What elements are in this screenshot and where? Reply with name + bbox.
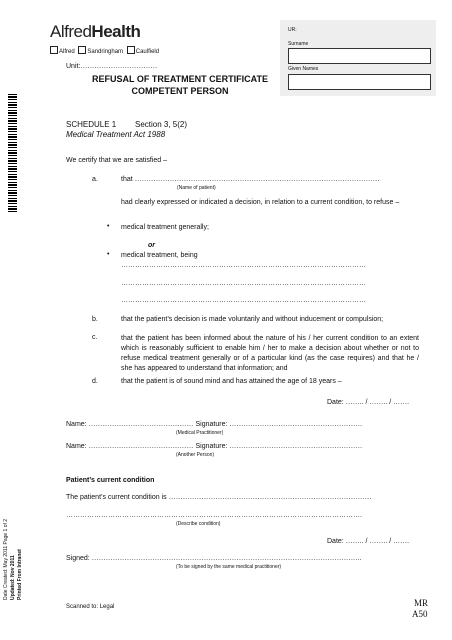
- surname-label: Surname: [288, 41, 309, 47]
- site-options: Alfred Sandringham Caulfield: [50, 46, 159, 55]
- treatment-line-1[interactable]: ……………………………………………………………………………………………: [121, 262, 366, 269]
- treatment-line-2[interactable]: ……………………………………………………………………………………………: [121, 280, 366, 287]
- bullet-2: •: [107, 251, 110, 258]
- item-d-marker: d.: [92, 378, 98, 385]
- condition-heading: Patient’s current condition: [66, 477, 155, 484]
- certify-statement: We certify that we are satisfied –: [66, 157, 168, 164]
- form-title: REFUSAL OF TREATMENT CERTIFICATE: [92, 74, 268, 84]
- alfred-checkbox[interactable]: [50, 46, 58, 54]
- given-names-label: Given Names: [288, 66, 319, 72]
- bullet-2-text: medical treatment, being: [121, 252, 198, 259]
- form-subtitle: COMPETENT PERSON: [131, 86, 229, 96]
- bullet-1-text: medical treatment generally;: [121, 224, 209, 231]
- item-c-text: that the patient has been informed about the nature of his / her current condition to an extent which is reasonably sufficient to enable him / her to make a decision about whether or not to refuse medical treatment generally or of a particular kind (as the case requires) and that he / she has appeared to understand that information; and: [121, 335, 419, 372]
- witness-caption: (Another Person): [176, 452, 215, 458]
- patient-name-line[interactable]: that ……………………………………………………………………………………………: [121, 176, 380, 183]
- signed-caption: (To be signed by the same medical practitioner): [176, 564, 282, 570]
- item-a-marker: a.: [92, 176, 98, 183]
- scanned-to: Scanned to: Legal: [66, 604, 115, 610]
- side-date-created: Date Created: May 2011 Page 1 of 2: [3, 518, 9, 600]
- item-b-text: that the patient’s decision is made voluntarily and without inducement or compulsion;: [121, 316, 384, 323]
- condition-caption: (Describe condition): [176, 521, 221, 527]
- bullet-1: •: [107, 223, 110, 230]
- alfred-health-logo: AlfredHealth: [50, 22, 141, 41]
- ur-label: UR:: [288, 27, 297, 33]
- signed-field[interactable]: Signed: ……………………………………………………………………………………………………..: [66, 555, 362, 562]
- form-code-mr: MR: [414, 598, 429, 608]
- surname-field[interactable]: [288, 48, 431, 64]
- unit-field[interactable]: Unit:……………………………: [66, 63, 158, 70]
- side-updated: Updated: Nov 2011: [10, 555, 16, 600]
- caulfield-checkbox[interactable]: [127, 46, 135, 54]
- witness-name-signature[interactable]: Name: ……………………………………… Signature: …………………………………………………: [66, 443, 363, 450]
- practitioner-name-signature[interactable]: Name: ……………………………………… Signature: …………………………………………………: [66, 421, 363, 428]
- item-b-marker: b.: [92, 316, 98, 323]
- schedule-label: SCHEDULE 1: [66, 120, 117, 129]
- date-field-1[interactable]: Date: …….. / …….. / …….: [327, 399, 410, 406]
- barcode: [8, 94, 17, 212]
- practitioner-caption: (Medical Practitioner): [176, 430, 224, 436]
- item-c-marker: c.: [92, 334, 98, 341]
- form-code-a50: A50: [412, 609, 428, 619]
- date-field-2[interactable]: Date: …….. / …….. / …….: [327, 538, 410, 545]
- act-name: Medical Treatment Act 1988: [66, 130, 166, 139]
- item-d-text: that the patient is of sound mind and has attained the age of 18 years –: [121, 378, 342, 385]
- or-text: or: [148, 242, 155, 249]
- side-printed: Printed From Intranet: [17, 549, 23, 600]
- item-a-text: had clearly expressed or indicated a decision, in relation to a current condition, to refuse –: [121, 199, 400, 206]
- patient-label-box: [280, 20, 436, 96]
- condition-line-1[interactable]: The patient’s current condition is ……………………………………………………………………………: [66, 494, 372, 501]
- condition-line-2[interactable]: ……………………………………………………………………………………………………………….: [66, 512, 362, 519]
- treatment-line-3[interactable]: ……………………………………………………………………………………………: [121, 297, 366, 304]
- given-names-field[interactable]: [288, 74, 431, 90]
- sandringham-checkbox[interactable]: [78, 46, 86, 54]
- schedule-section: Section 3, 5(2): [135, 120, 188, 129]
- patient-name-caption: (Name of patient): [177, 185, 216, 191]
